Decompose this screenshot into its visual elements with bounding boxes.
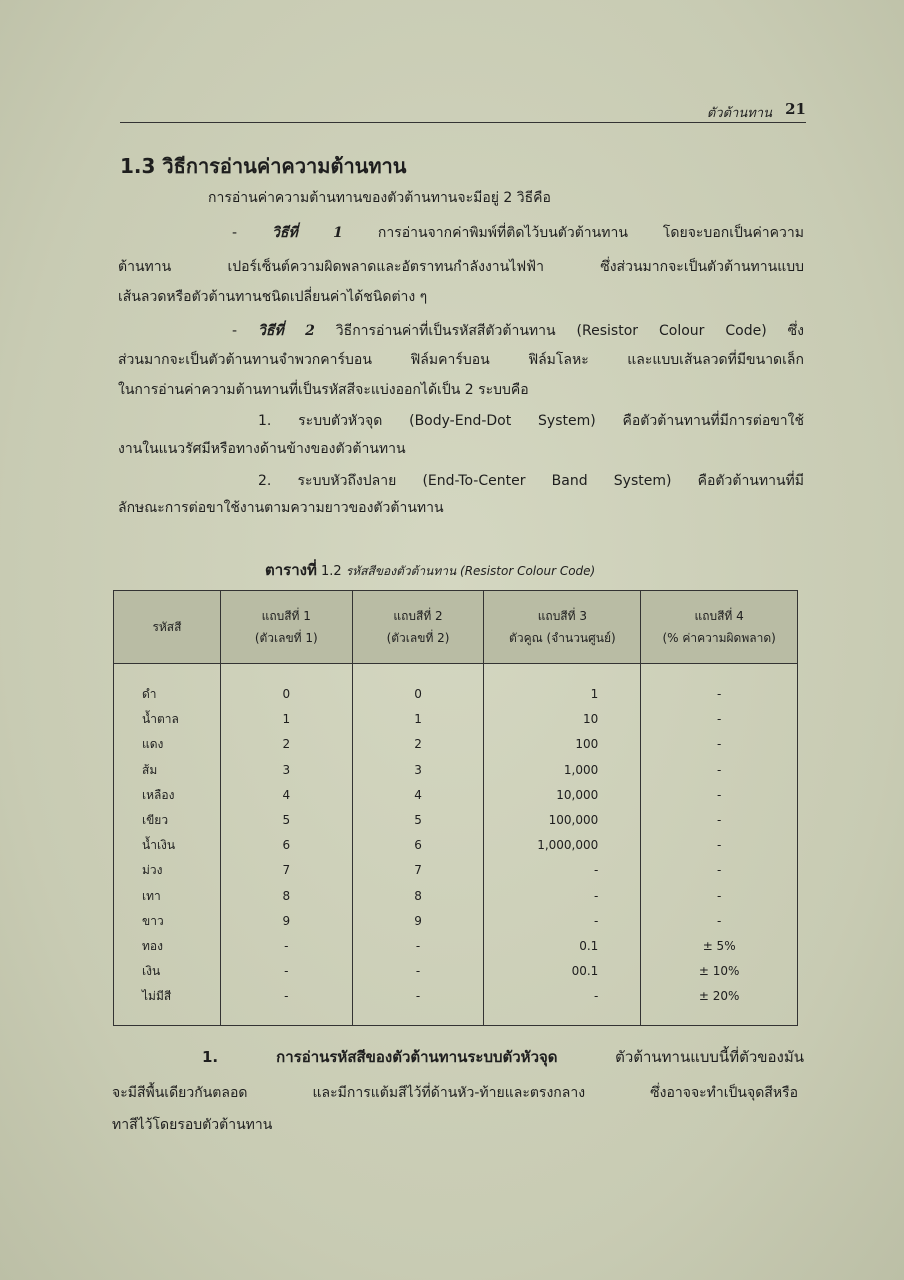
method1-line2: ต้านทาน เปอร์เซ็นต์ความผิดพลาดและอัตราทนกำลังงานไฟฟ้า ซึ่งส่วนมากจะเป็นตัวต้านทานแบบ xyxy=(118,259,804,275)
method2-line3: ในการอ่านค่าความต้านทานที่เป็นรหัสสีจะแบ่งออกได้เป็น 2 ระบบคือ xyxy=(118,382,529,398)
para1-line2: จะมีสีพื้นเดียวกันตลอด และมีการแต้มสีไว้ที่ด้านหัว-ท้ายและตรงกลาง ซึ่งอาจจะทำเป็นจุดสีหรือ xyxy=(112,1085,798,1101)
cell-tolerance: - xyxy=(641,783,798,808)
cell-band2: 4 xyxy=(352,783,484,808)
table-caption-number: 1.2 xyxy=(321,564,342,579)
cell-tolerance: - xyxy=(641,858,798,883)
cell-band2: 5 xyxy=(352,808,484,833)
cell-band1: - xyxy=(220,934,352,959)
cell-tolerance: - xyxy=(641,808,798,833)
cell-colour: เงิน xyxy=(114,959,221,984)
cell-multiplier: 1,000,000 xyxy=(484,833,641,858)
para1-line1-rest: ตัวต้านทานแบบนี้ที่ตัวของมัน xyxy=(615,1048,804,1066)
table-row xyxy=(114,934,798,959)
cell-colour: ม่วง xyxy=(114,858,221,883)
table-row xyxy=(114,758,798,783)
cell-tolerance: ± 20% xyxy=(641,984,798,1026)
header-band2: แถบสีที่ 2 (ตัวเลขที่ 2) xyxy=(352,591,484,664)
table-row xyxy=(114,858,798,883)
table-row xyxy=(114,732,798,757)
colour-code-table xyxy=(113,590,798,1026)
cell-colour: น้ำตาล xyxy=(114,707,221,732)
cell-multiplier: 0.1 xyxy=(484,934,641,959)
cell-band2: 6 xyxy=(352,833,484,858)
table-row xyxy=(114,909,798,934)
para1-line1 xyxy=(202,1048,804,1066)
cell-multiplier: 10 xyxy=(484,707,641,732)
method2-line1: - วิธีที่ 2 วิธีการอ่านค่าที่เป็นรหัสสีตัวต้านทาน (Resistor Colour Code) ซึ่ง xyxy=(232,323,804,339)
system2-line1: 2. ระบบหัวถึงปลาย (End-To-Center Band System) คือตัวต้านทานที่มี xyxy=(258,473,804,489)
cell-band2: 8 xyxy=(352,884,484,909)
cell-colour: ดำ xyxy=(114,664,221,708)
cell-band2: 0 xyxy=(352,664,484,708)
cell-tolerance: - xyxy=(641,758,798,783)
cell-tolerance: ± 10% xyxy=(641,959,798,984)
cell-band2: - xyxy=(352,959,484,984)
cell-multiplier: - xyxy=(484,884,641,909)
cell-band1: 7 xyxy=(220,858,352,883)
system2-line2: ลักษณะการต่อขาใช้งานตามความยาวของตัวต้านทาน xyxy=(118,500,444,516)
header-band1: แถบสีที่ 1 (ตัวเลขที่ 1) xyxy=(220,591,352,664)
system1-line1: 1. ระบบตัวหัวจุด (Body-End-Dot System) คือตัวต้านทานที่มีการต่อขาใช้ xyxy=(258,413,804,429)
table-row xyxy=(114,833,798,858)
cell-multiplier: - xyxy=(484,909,641,934)
cell-band1: 4 xyxy=(220,783,352,808)
cell-band1: 9 xyxy=(220,909,352,934)
header-colour: รหัสสี xyxy=(114,591,221,664)
header-band3: แถบสีที่ 3 ตัวคูณ (จำนวนศูนย์) xyxy=(484,591,641,664)
cell-colour: แดง xyxy=(114,732,221,757)
method1-label: วิธีที่ 1 xyxy=(272,225,343,241)
cell-colour: ทอง xyxy=(114,934,221,959)
running-head xyxy=(120,100,806,123)
cell-band2: 2 xyxy=(352,732,484,757)
cell-multiplier: 1 xyxy=(484,664,641,708)
cell-band1: 5 xyxy=(220,808,352,833)
cell-colour: ขาว xyxy=(114,909,221,934)
cell-multiplier: 100 xyxy=(484,732,641,757)
table-row xyxy=(114,984,798,1026)
table-row xyxy=(114,959,798,984)
cell-multiplier: 1,000 xyxy=(484,758,641,783)
cell-band2: 9 xyxy=(352,909,484,934)
cell-tolerance: - xyxy=(641,732,798,757)
cell-band1: 3 xyxy=(220,758,352,783)
cell-band2: 1 xyxy=(352,707,484,732)
method2-label: วิธีที่ 2 xyxy=(258,323,315,339)
para1-line3: ทาสีไว้โดยรอบตัวต้านทาน xyxy=(112,1117,273,1133)
cell-band1: 0 xyxy=(220,664,352,708)
table-row xyxy=(114,808,798,833)
cell-tolerance: - xyxy=(641,884,798,909)
method2-line2: ส่วนมากจะเป็นตัวต้านทานจำพวกคาร์บอน ฟิล์มคาร์บอน ฟิล์มโลหะ และแบบเส้นลวดที่มีขนาดเล็ก xyxy=(118,352,804,368)
cell-band2: - xyxy=(352,984,484,1026)
table-row xyxy=(114,783,798,808)
cell-colour: เหลือง xyxy=(114,783,221,808)
cell-tolerance: - xyxy=(641,909,798,934)
method1-line3: เส้นลวดหรือตัวต้านทานชนิดเปลี่ยนค่าได้ชนิดต่าง ๆ xyxy=(118,289,428,305)
cell-colour: เทา xyxy=(114,884,221,909)
page-number: 21 xyxy=(785,100,806,118)
cell-band1: - xyxy=(220,984,352,1026)
cell-band1: 8 xyxy=(220,884,352,909)
table-body xyxy=(114,664,798,1026)
cell-multiplier: - xyxy=(484,984,641,1026)
cell-band2: 7 xyxy=(352,858,484,883)
cell-multiplier: - xyxy=(484,858,641,883)
method2-text: วิธีการอ่านค่าที่เป็นรหัสสีตัวต้านทาน (Resistor Colour Code) ซึ่ง xyxy=(335,323,804,339)
cell-band1: - xyxy=(220,959,352,984)
cell-colour: ไม่มีสี xyxy=(114,984,221,1026)
table-row xyxy=(114,664,798,708)
para1-heading: 1. การอ่านรหัสสีของตัวต้านทานระบบตัวหัวจุด xyxy=(202,1048,558,1066)
table-row xyxy=(114,707,798,732)
cell-colour: เขียว xyxy=(114,808,221,833)
cell-band2: - xyxy=(352,934,484,959)
header-band4: แถบสีที่ 4 (% ค่าความผิดพลาด) xyxy=(641,591,798,664)
cell-band1: 2 xyxy=(220,732,352,757)
table-caption-text: รหัสสีของตัวต้านทาน (Resistor Colour Code) xyxy=(345,564,596,578)
table-caption xyxy=(265,558,595,582)
intro-text: การอ่านค่าความต้านทานของตัวต้านทานจะมีอยู่ 2 วิธีคือ xyxy=(208,190,551,206)
table-caption-label: ตารางที่ xyxy=(265,561,317,579)
method1-text: การอ่านจากค่าพิมพ์ที่ติดไว้บนตัวต้านทาน โดยจะบอกเป็นค่าความ xyxy=(377,225,804,241)
cell-multiplier: 100,000 xyxy=(484,808,641,833)
cell-tolerance: - xyxy=(641,707,798,732)
cell-multiplier: 00.1 xyxy=(484,959,641,984)
cell-band1: 1 xyxy=(220,707,352,732)
cell-band1: 6 xyxy=(220,833,352,858)
method1-line1: - วิธีที่ 1 การอ่านจากค่าพิมพ์ที่ติดไว้บนตัวต้านทาน โดยจะบอกเป็นค่าความ xyxy=(232,225,804,241)
cell-band2: 3 xyxy=(352,758,484,783)
table-row xyxy=(114,884,798,909)
cell-colour: ส้ม xyxy=(114,758,221,783)
system1-line2: งานในแนวรัศมีหรือทางด้านข้างของตัวต้านทาน xyxy=(118,441,406,457)
cell-tolerance: ± 5% xyxy=(641,934,798,959)
cell-colour: น้ำเงิน xyxy=(114,833,221,858)
table-header-row xyxy=(114,591,798,664)
section-title: 1.3 วิธีการอ่านค่าความต้านทาน xyxy=(120,154,407,178)
running-head-title: ตัวต้านทาน xyxy=(706,106,772,121)
cell-tolerance: - xyxy=(641,664,798,708)
cell-tolerance: - xyxy=(641,833,798,858)
cell-multiplier: 10,000 xyxy=(484,783,641,808)
